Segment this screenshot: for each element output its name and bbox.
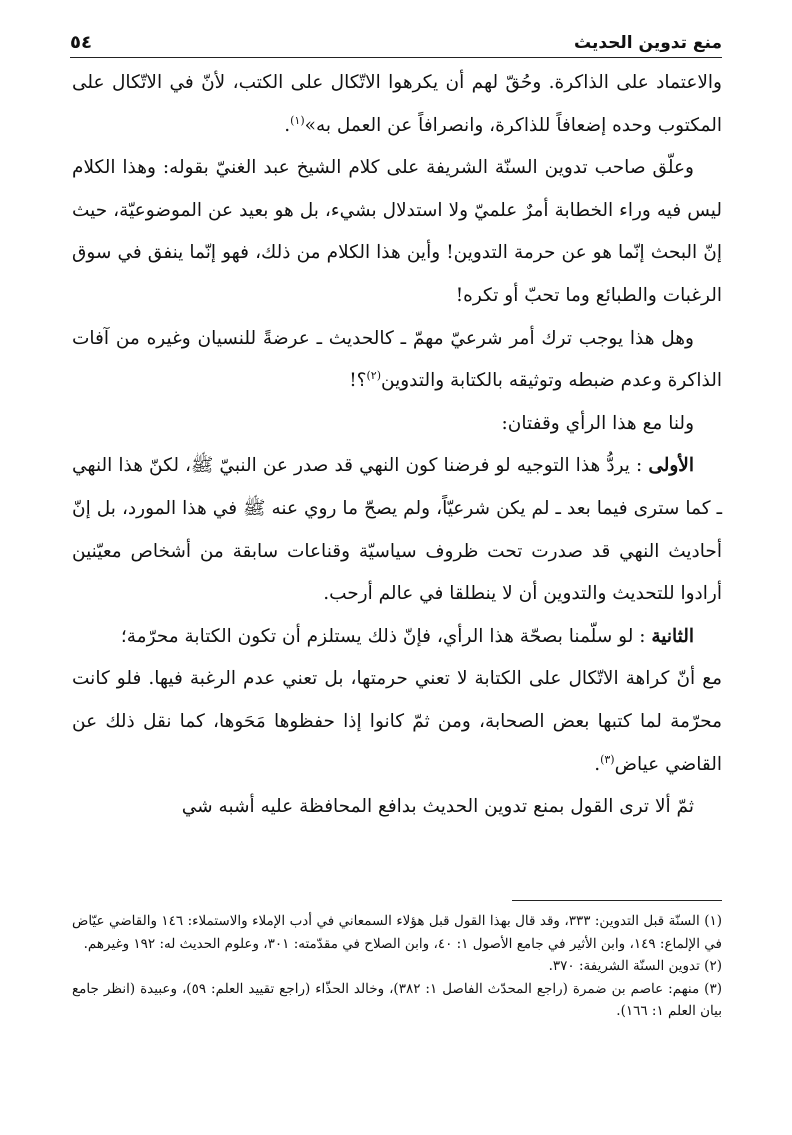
second-point-label: الثانية <box>651 625 694 647</box>
paragraph-4: ولنا مع هذا الرأي وقفتان: <box>501 412 694 434</box>
paragraph-first-point <box>72 445 722 615</box>
footnote-1: (١) السنّة قبل التدوين: ٣٣٣، وقد قال بهذا القول قبل هؤلاء السمعاني في أدب الإملاء والاستملاء: ١٤٦ والقاضي عيّاض في الإلماع: ١٤٩، وابن الأثير في جامع الأصول ١: ٤٠، وابن الصلاح في مقدّمته: ٣٠١، وعلوم الحديث له: ١٩٢ وغيرهم. <box>72 913 723 952</box>
paragraph-1 <box>72 62 722 147</box>
paragraph-7-text: مع أنّ كراهة الاتّكال على الكتابة لا تعني حرمتها، بل تعني عدم الرغبة فيها. فلو كانت محرّمة لما كتبها بعض الصحابة، ومن ثمّ كانوا إذا حفظوها مَحَوها، كما نقل ذلك عن القاضي عياض <box>72 668 722 775</box>
page-number: ٥٤ <box>70 32 92 53</box>
footnote-3: (٣) منهم: عاصم بن ضمرة (راجع المحدّث الفاصل ١: ٣٨٢)، وخالد الحذّاء (راجع تقييد العلم: ٥٩)، وعبيدة (انظر جامع بيان العلم ١: ١٦٦). <box>72 980 723 1019</box>
paragraph-7 <box>72 658 722 786</box>
paragraph-3 <box>72 318 722 403</box>
footnote-ref-1[interactable]: (١) <box>290 113 305 127</box>
first-point-text: : يردُّ هذا التوجيه لو فرضنا كون النهي قد صدر عن النبيّ ﷺ، لكنّ هذا النهي ـ كما سترى فيما بعد ـ لم يكن شرعيّاً، ولم يصحّ ما روي عنه ﷺ في هذا المورد، بل إنّ أحاديث النهي قد صدرت تحت ظروف سياسيّة وقناعات سابقة من أشخاص معيّنين أرادوا للتحديث والتدوين أن لا ينطلقا في عالم أرحب. <box>72 455 722 605</box>
paragraph-1-text: والاعتماد على الذاكرة. وحُقّ لهم أن يكرهوا الاتّكال على الكتب، لأنّ في الاتّكال على المكتوب وحده إضعافاً للذاكرة، وانصرافاً عن العمل به» <box>72 72 722 136</box>
first-point-label: الأولى <box>648 455 694 477</box>
main-text <box>72 62 722 829</box>
second-point-text: : لو سلّمنا بصحّة هذا الرأي، فإنّ ذلك يستلزم أن تكون الكتابة محرّمة؛ <box>120 625 652 647</box>
footnotes <box>72 910 722 1023</box>
paragraph-8: ثمّ ألا ترى القول بمنع تدوين الحديث بدافع المحافظة عليه أشبه شي <box>181 796 694 818</box>
paragraph-2: وعلّق صاحب تدوين السنّة الشريفة على كلام الشيخ عبد الغنيّ بقوله: وهذا الكلام ليس فيه وراء الخطابة أمرٌ علميّ ولا استدلال بشيء، بل هو بعيد عن الموضوعيّة، حيث إنّ البحث إنّما هو عن حرمة التدوين! وأين هذا الكلام من ذلك، فهو إنّما ينفق في سوق الرغبات والطبائع وما تحبّ أو تكره! <box>72 157 722 306</box>
paragraph-1-end: . <box>284 114 291 136</box>
paragraph-second-point <box>72 616 722 659</box>
paragraph-3-text: وهل هذا يوجب ترك أمر شرعيّ مهمّ ـ كالحديث ـ عرضةً للنسيان وغيره من آفات الذاكرة وعدم ضبطه وتوثيقه بالكتابة والتدوين <box>72 327 722 392</box>
running-header <box>70 26 722 58</box>
footnote-2: (٢) تدوين السنّة الشريفة: ٣٧٠. <box>548 958 722 974</box>
paragraph-3-end: ؟! <box>349 370 367 392</box>
footnote-ref-2[interactable]: (٢) <box>366 369 381 382</box>
footnote-separator <box>512 900 722 901</box>
running-title: منع تدوين الحديث <box>573 33 722 53</box>
footnote-ref-3[interactable]: (٣) <box>600 752 615 766</box>
paragraph-7-end: . <box>594 753 601 775</box>
